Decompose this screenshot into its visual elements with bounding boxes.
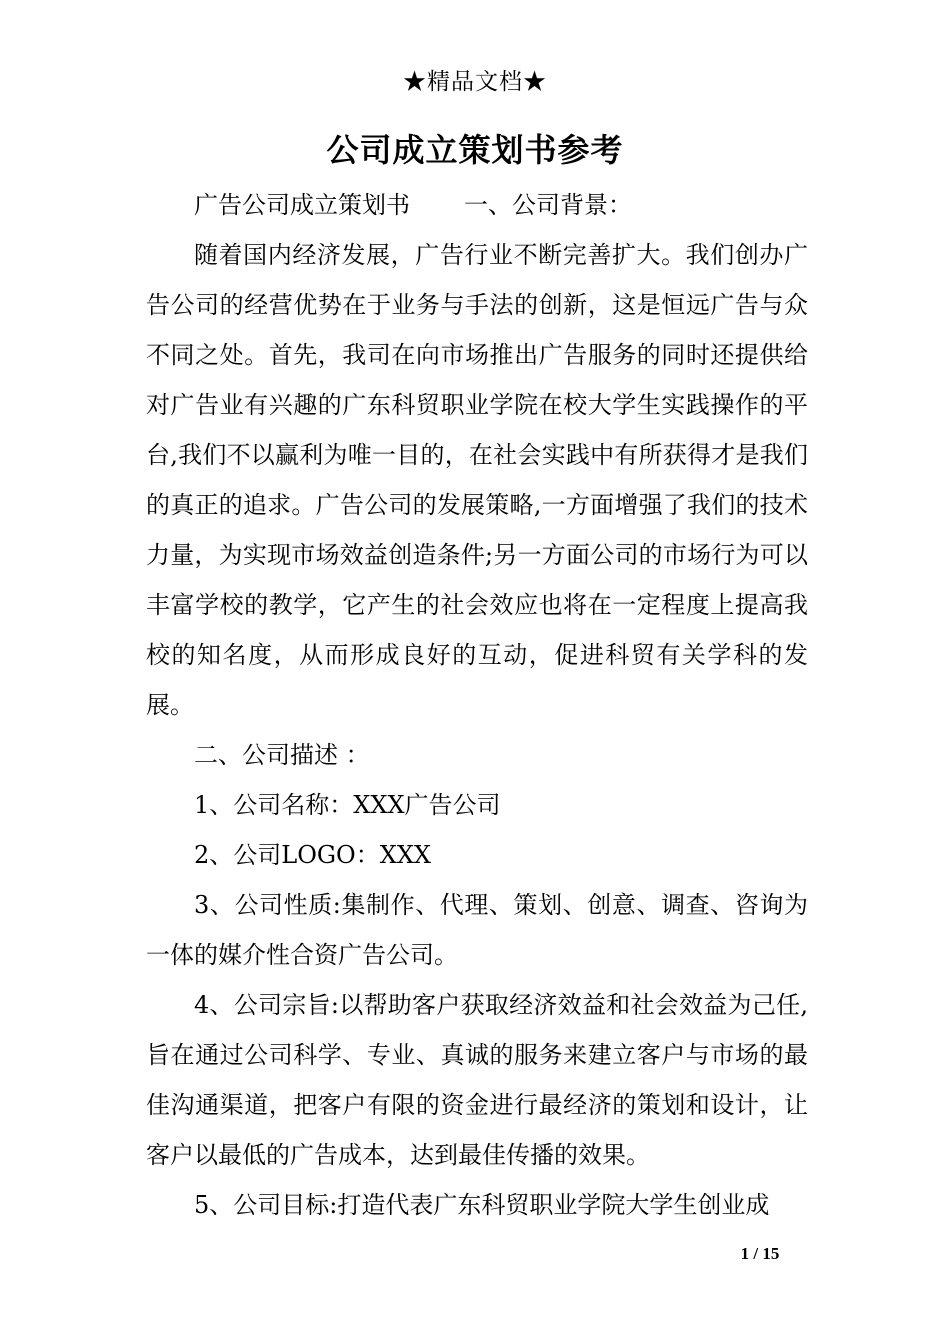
header-mark: ★精品文档★ xyxy=(403,69,547,95)
paragraph-company-name: 1、公司名称：XXX广告公司 xyxy=(194,791,501,819)
paragraph-company-mission: 4、公司宗旨:以帮助客户获取经济效益和社会效益为己任,旨在通过公司科学、专业、真诚的服务来建立客户与市场的最佳沟通渠道，把客户有限的资金进行最经济的策划和设计，让客户以最低的广告成本，达到最佳传播的效果。 xyxy=(146,991,808,1169)
paragraph-company-goal: 5、公司目标:打造代表广东科贸职业学院大学生创业成 xyxy=(194,1191,770,1219)
paragraph-company-logo: 2、公司LOGO：XXX xyxy=(194,841,431,869)
paragraph-company-nature: 3、公司性质:集制作、代理、策划、创意、调查、咨询为一体的媒介性合资广告公司。 xyxy=(146,891,808,969)
section-heading-background: 一、公司背景： xyxy=(464,191,632,219)
document-subtitle: 广告公司成立策划书 xyxy=(194,191,410,219)
page-number: 1 / 15 xyxy=(740,1244,780,1263)
intro-line xyxy=(146,180,808,230)
document-title: 公司成立策划书参考 xyxy=(326,131,624,169)
section-heading-description: 二、公司描述 ： xyxy=(194,741,370,769)
paragraph-background: 随着国内经济发展，广告行业不断完善扩大。我们创办广告公司的经营优势在于业务与手法的创新，这是恒远广告与众不同之处。首先，我司在向市场推出广告服务的同时还提供给对广告业有兴趣的广东科贸职业学院在校大学生实践操作的平台,我们不以赢利为唯一目的，在社会实践中有所获得才是我们的真正的追求。广告公司的发展策略,一方面增强了我们的技术力量，为实现市场效益创造条件;另一方面公司的市场行为可以丰富学校的教学，它产生的社会效应也将在一定程度上提高我校的知名度，从而形成良好的互动，促进科贸有关学科的发展。 xyxy=(146,241,808,719)
document-body xyxy=(146,180,808,1230)
